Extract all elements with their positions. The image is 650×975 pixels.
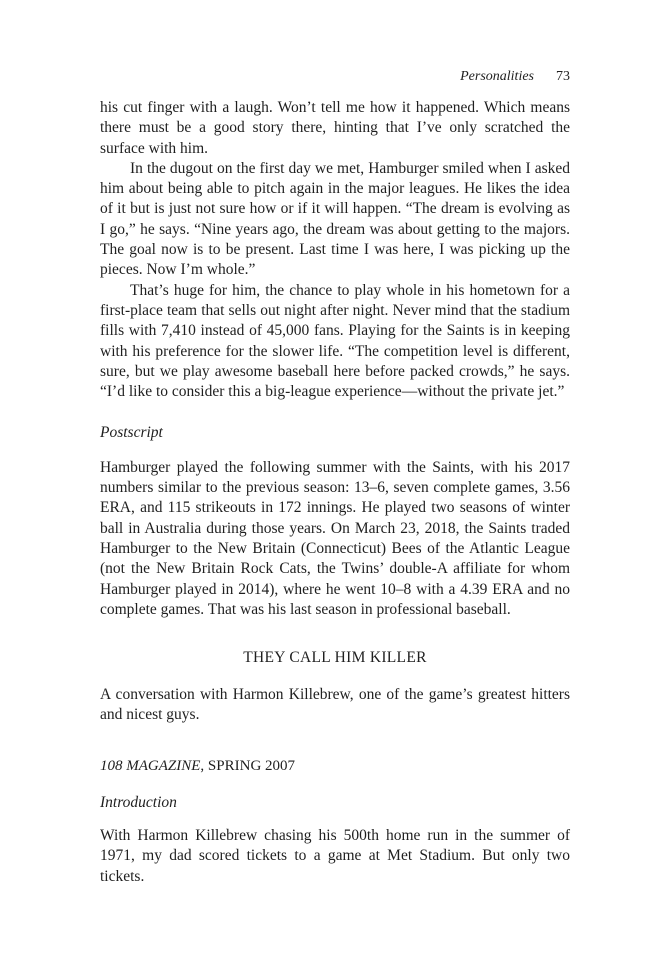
page-number: 73: [556, 69, 570, 84]
body-paragraph-3: That’s huge for him, the chance to play whole in his hometown for a first-place team that sells out night after night. Never mind that the stadium fills with 7,410 instead of 45,000 fans. Playing for the Saints is in keeping with his preference for the slower life. “The competition level is different, sure, but we play awesome baseball here before packed crowds,” he says. “I’d like to consider this a big-league experience—without the private jet.”: [100, 281, 570, 401]
introduction-paragraph: With Harmon Killebrew chasing his 500th home run in the summer of 1971, my dad scored tickets to a game at Met Stadium. But only two tickets.: [100, 827, 570, 885]
chapter-dek: A conversation with Harmon Killebrew, one of the game’s greatest hitters and nicest guys.: [100, 686, 570, 724]
introduction-heading: Introduction: [100, 793, 177, 811]
book-page: [100, 66, 570, 887]
chapter-title: THEY CALL HIM KILLER: [243, 649, 427, 667]
postscript-paragraph: Hamburger played the following summer with the Saints, with his 2017 numbers similar to the previous season: 13–6, seven complete games, 3.56 ERA, and 115 strikeouts in 172 innings. He played two seasons of winter ball in Australia during those years. On March 23, 2018, the Saints traded Hamburger to the New Britain (Connecticut) Bees of the Atlantic League (not the New Britain Rock Cats, the Twins’ double-A affiliate for whom Hamburger played in 2014), where he went 10–8 with a 4.39 ERA and no complete games. That was his last season in professional baseball.: [100, 458, 570, 618]
running-head-title: Personalities: [460, 69, 534, 84]
body-paragraph-2: In the dugout on the first day we met, Hamburger smiled when I asked him about being able to pitch again in the major leagues. He likes the idea of it but is just not sure how or if it will happen. “The dream is evolving as I go,” he says. “Nine years ago, the dream was about getting to the majors. The goal now is to be present. Last time I was here, I was picking up the pieces. Now I’m whole.”: [100, 159, 570, 279]
postscript-heading: Postscript: [100, 424, 163, 442]
running-head: [100, 66, 570, 88]
source-publication: 108 MAGAZINE: [100, 757, 201, 774]
source-date: , SPRING 2007: [200, 757, 296, 774]
body-paragraph-1: his cut finger with a laugh. Won’t tell me how it happened. Which means there must be a good story there, hinting that I’ve only scratched the surface with him.: [100, 99, 570, 157]
source-line: [100, 756, 570, 776]
